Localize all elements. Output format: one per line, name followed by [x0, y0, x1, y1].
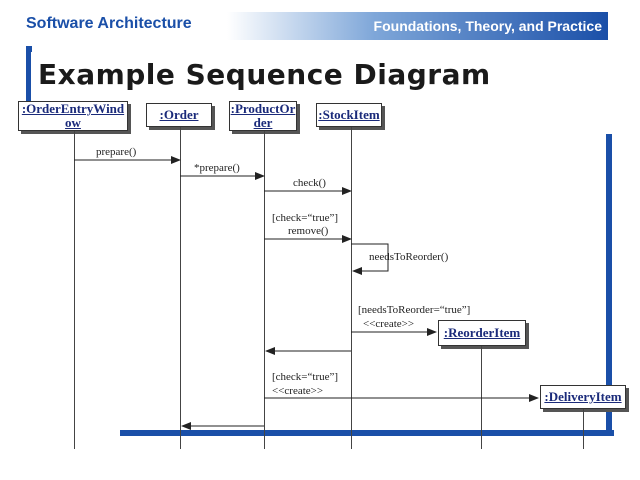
message-label-create-delivery: <<create>> [272, 385, 324, 397]
message-label-remove: remove() [288, 225, 329, 237]
message-label-create-reorder: <<create>> [363, 318, 415, 330]
message-label-check-guard-2: [check=“true”] [272, 371, 339, 383]
object-label: :StockItem [318, 107, 380, 122]
object-label: :ReorderItem [443, 325, 521, 340]
message-label-star-prepare: *prepare() [194, 162, 240, 174]
course-title: Software Architecture [26, 15, 192, 32]
slide-title: Example Sequence Diagram [38, 58, 491, 91]
message-label-needs-to-reorder: needsToReorder() [369, 251, 449, 263]
message-label-reorder-guard: [needsToReorder=“true”] [358, 304, 471, 316]
message-label-check-guard: [check=“true”] [272, 212, 339, 224]
message-label-check: check() [293, 177, 326, 189]
object-label: :ProductOrder [230, 101, 296, 130]
object-label: :DeliveryItem [544, 389, 622, 404]
object-label: :OrderEntryWindow [21, 101, 125, 130]
object-label: :Order [159, 107, 199, 122]
message-label-prepare: prepare() [96, 146, 137, 158]
book-subtitle: Foundations, Theory, and Practice [373, 18, 602, 34]
